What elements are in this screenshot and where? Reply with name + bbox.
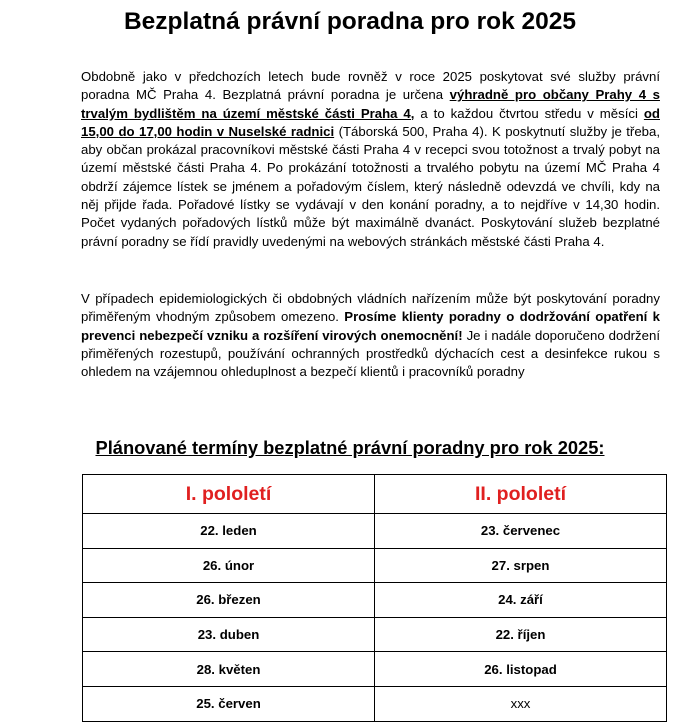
second-half-date: 26. listopad — [375, 652, 667, 687]
second-half-date: 27. srpen — [375, 548, 667, 583]
second-half-date: 22. říjen — [375, 617, 667, 652]
hours-emphasis: od 15,00 do 17,00 hodin v Nuselské radnici — [81, 105, 660, 139]
second-half-date: 23. červenec — [375, 514, 667, 549]
schedule-table — [82, 474, 667, 722]
first-half-date: 26. únor — [83, 548, 375, 583]
intro-text-2: a to každou čtvrtou středu v měsíci — [414, 105, 644, 121]
notice-emphasis: Prosíme klienty poradny o dodržování opatření k prevenci nebezpečí vzniku a rozšíření virových onemocnění! — [81, 309, 660, 343]
first-half-date: 26. březen — [83, 583, 375, 618]
schedule-row — [83, 583, 667, 618]
page-title: Bezplatná právní poradna pro rok 2025 — [123, 8, 577, 35]
second-half-date: 24. září — [375, 583, 667, 618]
intro-text-3: (Táborská 500, Praha 4). K poskytnutí služby je třeba, aby občan prokázal pracovníkovi městské části Praha 4 v recepci svou totožnost a trvalý pobyt na území městské části Praha 4. Po prokázání totožnosti a trvalého pobytu na území MČ Praha 4 obdrží zájemce lístek se jménem a pořadovým číslem, který následně odevzdá ve chvíli, kdy na něj přijde řada. Pořadové lístky se vydávají v den konání poradny, a to nejdříve v 14,30 hodin. Počet vydaných pořadových lístků může být maximálně dvanáct. Poskytování služeb bezplatné právní poradny se řídí pravidly uvedenými na webových stránkách městské části Praha 4. — [81, 123, 660, 249]
notice-paragraph — [81, 290, 660, 381]
intro-text-1: Obdobně jako v předchozích letech bude rovněž v roce 2025 poskytovat své služby právní poradna MČ Praha 4. Bezplatná právní poradna je určena — [81, 69, 660, 103]
second-half-date: xxx — [375, 686, 667, 721]
schedule-heading: Plánované termíny bezplatné právní poradny pro rok 2025: — [95, 437, 605, 458]
notice-text-2: Je i nadále doporučeno dodržení přiměřených rozestupů, používání ochranných prostředků dýchacích cest a desinfekce rukou s ohledem na vzájemnou ohleduplnost a bezpečí klientů i pracovníků poradny — [81, 327, 660, 380]
eligibility-emphasis: výhradně pro občany Prahy 4 s trvalým bydlištěm na území městské části Praha 4, — [81, 87, 660, 121]
schedule-row — [83, 617, 667, 652]
schedule-header-row — [83, 475, 667, 514]
first-half-date: 23. duben — [83, 617, 375, 652]
notice-text-1: V případech epidemiologických či obdobných vládních nařízením může být poskytování poradny přiměřeným vhodným způsobem omezeno. — [81, 291, 660, 325]
schedule-row — [83, 652, 667, 687]
first-half-date: 25. červen — [83, 686, 375, 721]
first-half-header: I. pololetí — [83, 475, 375, 514]
first-half-date: 28. květen — [83, 652, 375, 687]
schedule-row — [83, 686, 667, 721]
first-half-date: 22. leden — [83, 514, 375, 549]
schedule-row — [83, 514, 667, 549]
schedule-row — [83, 548, 667, 583]
second-half-header: II. pololetí — [375, 475, 667, 514]
intro-paragraph — [81, 68, 660, 251]
